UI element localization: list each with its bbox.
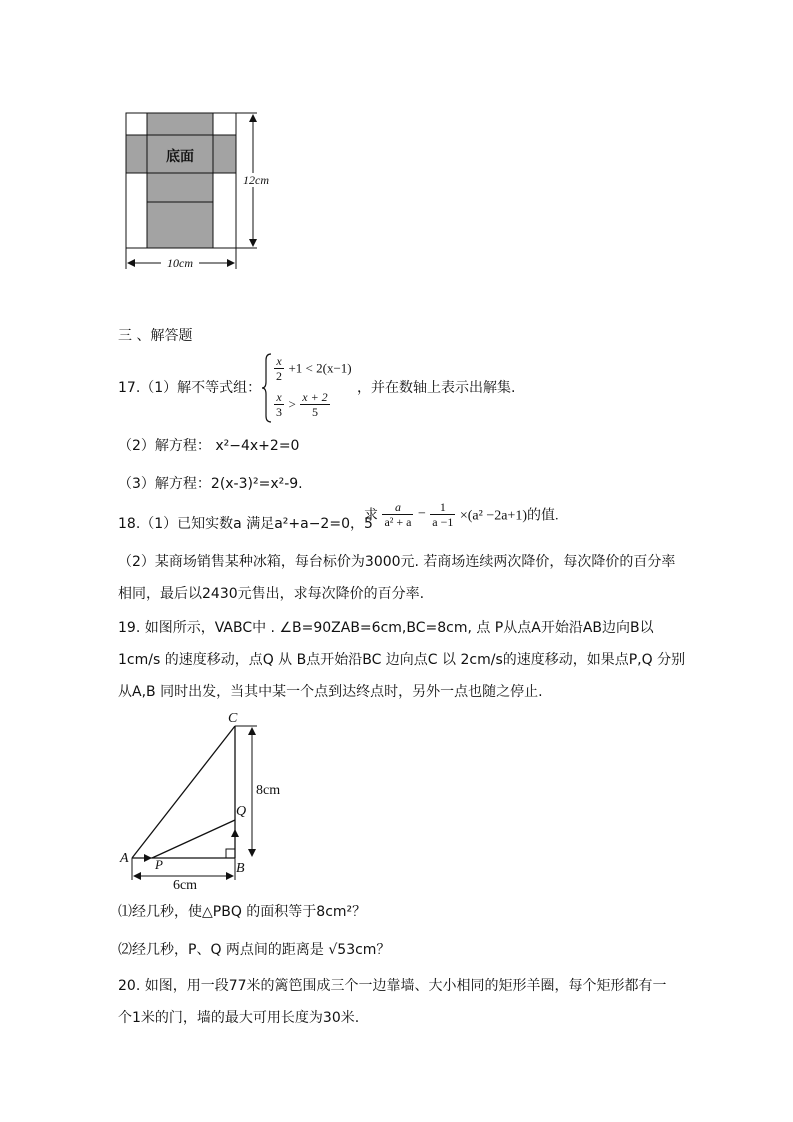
- label-c: C: [228, 711, 238, 726]
- label-ab: 6cm: [172, 878, 198, 893]
- net-lower-face: [147, 202, 213, 248]
- q20-line2: 个1米的门，墙的最大可用长度为30米.: [118, 1010, 360, 1026]
- q18-ask: 求: [364, 507, 378, 524]
- expr-den: a² + a: [384, 515, 412, 529]
- expr-tail: ×(a² −2a+1)的值.: [459, 508, 559, 524]
- box-net-figure: [115, 105, 290, 280]
- net-middle-face: [147, 173, 213, 202]
- expr-num2: 1: [430, 500, 455, 515]
- q18-part2-line1: （2）某商场销售某种冰箱，每台标价为3000元. 若商场连续两次降价，每次降价的百分率: [118, 554, 676, 570]
- ineq2-rden: 5: [311, 405, 318, 419]
- ineq1-rest: +1 < 2(x−1): [288, 360, 352, 376]
- label-b: B: [236, 861, 245, 876]
- ineq1-den: 2: [276, 369, 282, 383]
- bottom-label: 底面: [166, 150, 194, 165]
- label-a: A: [120, 851, 129, 866]
- q17-part3: （3）解方程：2(x-3)²=x²-9.: [118, 476, 303, 492]
- ineq2-num: x: [274, 390, 284, 405]
- q19-line2: 1cm/s 的速度移动，点Q 从 B点开始沿BC 边向点C 以 2cm/s的速度移动，如果点P,Q 分别: [118, 652, 686, 668]
- q19-line1: 19. 如图所示，VABC中 . ∠B=90ZAB=6cm,BC=8cm, 点 P从点A开始沿AB边向B以: [118, 620, 654, 636]
- label-q: Q: [236, 804, 247, 819]
- section-title: 三 、解答题: [118, 328, 193, 344]
- q18-part1-prefix: 18.（1）已知实数a 满足a²+a−2=0，5: [118, 516, 373, 532]
- q19-sub1: ⑴经几秒，使△PBQ 的面积等于8cm²？: [118, 904, 367, 920]
- q17-part1-prefix: 17.（1）解不等式组：: [118, 380, 262, 396]
- width-label: 10cm: [167, 256, 193, 270]
- label-bc: 8cm: [256, 783, 281, 798]
- ineq2-rnum: x + 2: [302, 390, 328, 404]
- side-ac: [132, 726, 235, 858]
- inequality-1: [274, 354, 352, 383]
- ineq2-den: 3: [276, 405, 282, 419]
- expr-den2: a −1: [432, 515, 454, 529]
- q17-part2: （2）解方程： x²−4x+2=0: [118, 438, 300, 454]
- q20-line1: 20. 如图，用一段77米的篱笆围成三个一边靠墙、大小相同的矩形羊圈，每个矩形都有一: [118, 978, 667, 994]
- triangle-figure: [115, 708, 295, 894]
- inequality-2: [274, 390, 330, 419]
- q17-part1-suffix: ，并在数轴上表示出解集.: [357, 380, 516, 396]
- brace-icon: [262, 352, 272, 424]
- q18-part2-line2: 相同，最后以2430元售出，求每次降价的百分率.: [118, 586, 425, 602]
- q19-sub2: ⑵经几秒，P、Q 两点间的距离是 √53cm？: [118, 942, 391, 958]
- ineq2-op: >: [288, 396, 296, 412]
- q18-expression: 求 $\frac{a}{\text{a² + a}}$ − $\frac{1}{a -1}$ ×(a² −2a+1)的值.: [364, 500, 559, 529]
- inequality-system: [262, 352, 352, 424]
- ineq1-num: x: [274, 354, 284, 369]
- q19-line3: 从A,B 同时出发，当其中某一个点到达终点时，另外一点也随之停止.: [118, 684, 543, 700]
- segment-pq: [152, 820, 235, 858]
- height-label: 12cm: [243, 173, 269, 187]
- label-p: P: [155, 857, 163, 872]
- net-top-flap: [147, 113, 213, 135]
- expr-num: a: [382, 500, 413, 515]
